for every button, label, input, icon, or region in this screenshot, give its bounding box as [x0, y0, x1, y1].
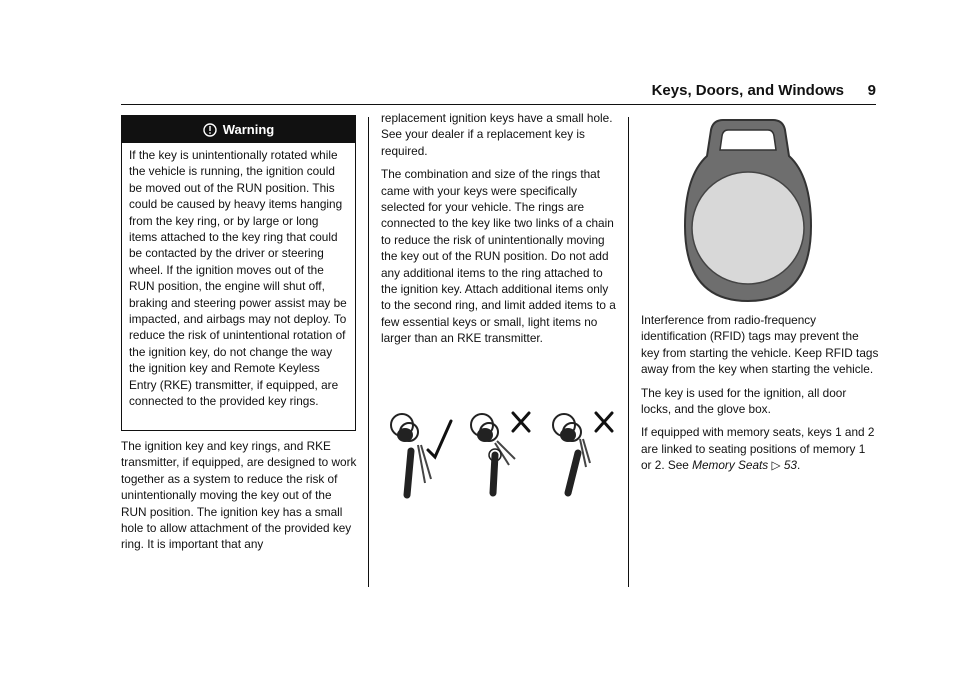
page-header — [121, 78, 876, 105]
paragraph: Interference from radio-frequency identification (RFID) tags may prevent the key from starting the vehicle. Keep RFID tags away from the key when starting the vehicle. — [641, 313, 879, 377]
key-ring-incorrect-1 — [471, 413, 529, 493]
paragraph: replacement ignition keys have a small hole. See your dealer if a replacement key is required. — [381, 111, 613, 158]
right-column — [641, 312, 879, 481]
left-column — [121, 438, 357, 560]
warning-box — [121, 115, 356, 431]
warning-header — [122, 116, 355, 143]
warning-label: Warning — [222, 122, 275, 137]
key-ring-illustration — [385, 405, 620, 500]
column-divider — [628, 117, 629, 587]
page-number: 9 — [867, 82, 876, 99]
key-ring-incorrect-2 — [553, 413, 612, 493]
key-ring-correct — [391, 414, 451, 495]
page-ref-icon: ▷ — [771, 458, 781, 473]
cross-icon — [513, 413, 529, 431]
paragraph: The key is used for the ignition, all door locks, and the glove box. — [641, 385, 847, 417]
paragraph: The combination and size of the rings that came with your keys were specifically selected for your vehicle. The rings are connected to the key like two links of a chain to reduce the risk of unintentionally moving the key out of the RUN position. Do not add any additional items to the ring attached to the ignition key. Attach additional items only to the second ring, and limit added items to a few essential keys or small, light items no larger than an RKE transmitter. — [381, 167, 616, 346]
warning-icon — [203, 123, 223, 137]
check-icon — [428, 421, 451, 457]
page-ref[interactable]: 53 — [783, 458, 797, 473]
section-title: Keys, Doors, and Windows — [651, 82, 844, 99]
middle-column — [381, 110, 617, 354]
cross-icon — [596, 413, 612, 431]
rfid-tag-illustration — [683, 116, 813, 306]
warning-text: If the key is unintentionally rotated while the vehicle is running, the ignition could be moved out of the RUN position. This could be caused by heavy items hanging from the key ring, or by large or long items attached to the key ring that could be contacted by the driver or steering wheel. If the ignition moves out of the RUN position, the engine will shut off, braking and steering power assist may be impacted, and airbags may not deploy. To reduce the risk of unintentional rotation of the ignition key, do not change the way the ignition key and Remote Keyless Entry (RKE) transmitter, if equipped, are connected to the provided key rings. — [129, 148, 347, 409]
memory-seats-link[interactable]: Memory Seats — [692, 458, 769, 473]
paragraph: If equipped with memory seats, keys 1 and 2 are linked to seating positions of memory 1 or 2. See Memory Seats ▷ 53. — [641, 425, 875, 473]
column-divider — [368, 117, 369, 587]
paragraph: The ignition key and key rings, and RKE transmitter, if equipped, are designed to work together as a system to reduce the risk of unintentionally moving the key out of the RUN position. The ignition key has a small hole to allow attachment of the provided key ring. It is important that any — [121, 439, 357, 552]
